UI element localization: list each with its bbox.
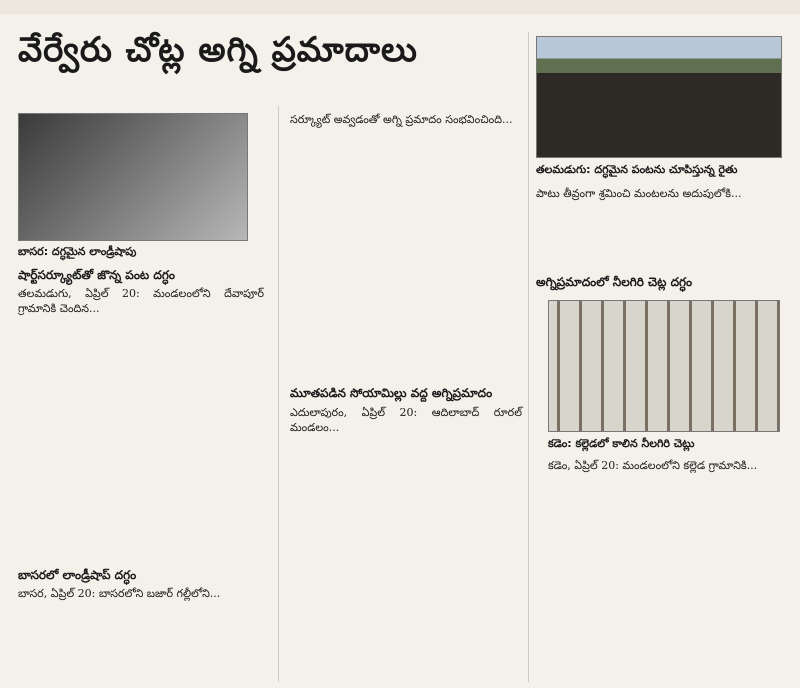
subhead-eucalyptus-fire: అగ్నిప్రమాదంలో నీలగిరి చెట్ల దగ్ధం xyxy=(536,275,693,289)
subhead-crop-fire: షార్ట్‌సర్క్యూట్‌తో జొన్న పంట దగ్ధం xyxy=(18,268,175,282)
trees-photo-caption: కడెం: కల్లెడలో కాలిన నీలగిరి చెట్లు xyxy=(548,437,695,450)
page-title: వేర్వేరు చోట్ల అగ్ని ప్రమాదాలు xyxy=(18,30,418,70)
article-column-a2: బాసర, ఏప్రిల్ 20: బాసరలోని బజార్ గల్లీలోని... xyxy=(18,587,221,600)
laundry-shop-photo xyxy=(18,113,248,241)
article-column-c2: కడెం, ఏప్రిల్ 20: మండలంలోని కల్లెడ గ్రామానికి... xyxy=(548,459,758,472)
article-column-a: తలమడుగు, ఏప్రిల్ 20: మండలంలోని దేవాపూర్ గ్రామానికి చెందిన... xyxy=(18,287,264,315)
article-column-b2: ఎదులాపురం, ఏప్రిల్ 20: ఆదిలాబాద్ రూరల్ మండలం... xyxy=(290,406,522,434)
column-divider xyxy=(278,106,279,682)
article-column-b: సర్క్యూట్ అవ్వడంతో అగ్ని ప్రమాదం సంభవించింది... xyxy=(290,113,513,126)
top-strip xyxy=(0,0,800,14)
burnt-trees-photo xyxy=(548,300,780,432)
subhead-laundry-fire: బాసరలో లాండ్రీషాప్ దగ్ధం xyxy=(18,568,137,582)
column-divider xyxy=(528,32,529,682)
shop-photo-caption: బాసర: దగ్ధమైన లాండ్రీషాపు xyxy=(18,245,137,258)
farmer-photo xyxy=(536,36,782,158)
farmer-photo-caption: తలమడుగు: దగ్ధమైన పంటను చూపిస్తున్న రైతు xyxy=(536,163,738,176)
article-column-c: పాటు తీవ్రంగా శ్రమించి మంటలను అదుపులోకి... xyxy=(536,187,742,200)
subhead-soya-mill-fire: మూతపడిన సోయామిల్లు వద్ద అగ్నిప్రమాదం xyxy=(290,386,493,400)
